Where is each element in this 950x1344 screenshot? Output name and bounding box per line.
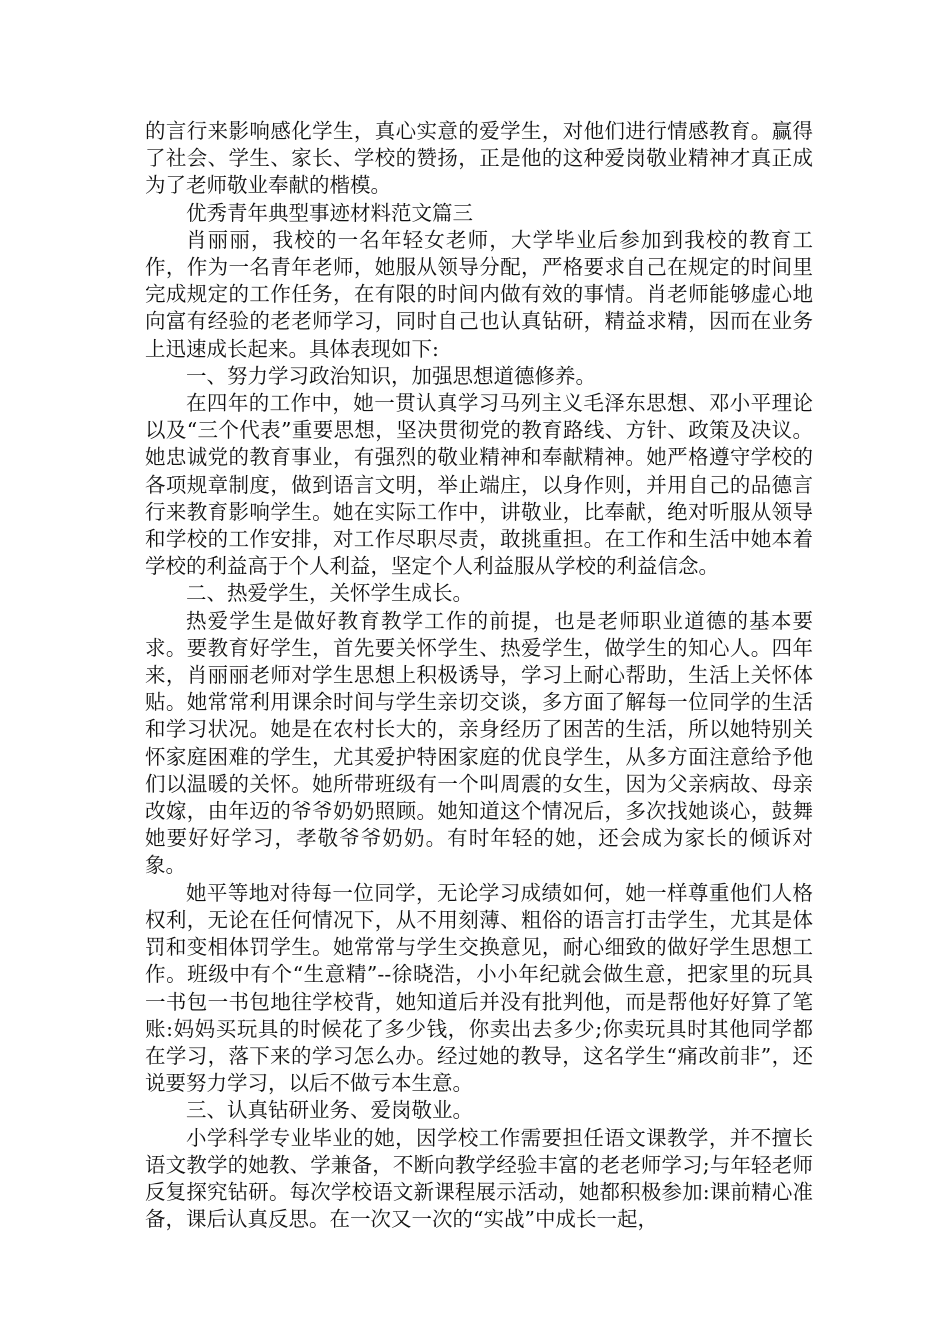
paragraph-intro: 肖丽丽，我校的一名年轻女老师，大学毕业后参加到我校的教育工作，作为一名青年老师，她服从领导分配，严格要求自己在规定的时间里完成规定的工作任务，在有限的时间内做有效的事情。肖老师能够虚心地向富有经验的老老师学习，同时自己也认真钻研，精益求精，因而在业务上迅速成长起来。具体表现如下: [145, 227, 813, 361]
paragraph-equality: 她平等地对待每一位同学，无论学习成绩如何，她一样尊重他们人格权利，无论在任何情况下，从不用刻薄、粗俗的语言打击学生，尤其是体罚和变相体罚学生。她常常与学生交换意见，耐心细致的做好学生思想工作。班级中有个“生意精”--徐晓浩，小小年纪就会做生意，把家里的玩具一书包一书包地往学校背，她知道后并没有批判他，而是帮他好好算了笔账:妈妈买玩具的时候花了多少钱，你卖出去多少;你卖玩具时其他同学都在学习，落下来的学习怎么办。经过她的教导，这名学生“痛改前非”，还说要努力学习，以后不做亏本生意。 [145, 880, 813, 1096]
section-title: 优秀青年典型事迹材料范文篇三 [186, 200, 473, 225]
document-page [145, 118, 813, 1233]
paragraph-1: 的言行来影响感化学生，真心实意的爱学生，对他们进行情感教育。赢得了社会、学生、家长、学校的赞扬，正是他的这种爱岗敬业精神才真正成为了老师敬业奉献的楷模。 [145, 119, 813, 198]
paragraph-care: 热爱学生是做好教育教学工作的前提，也是老师职业道德的基本要求。要教育好学生，首先要关怀学生、热爱学生，做学生的知心人。四年来，肖丽丽老师对学生思想上积极诱导，学习上耐心帮助，生活上关怀体贴。她常常利用课余时间与学生亲切交谈，多方面了解每一位同学的生活和学习状况。她是在农村长大的，亲身经历了困苦的生活，所以她特别关怀家庭困难的学生，尤其爱护特困家庭的优良学生，从多方面注意给予他们以温暖的关怀。她所带班级有一个叫周震的女生，因为父亲病故、母亲改嫁，由年迈的爷爷奶奶照顾。她知道这个情况后，多次找她谈心，鼓舞她要好好学习，孝敬爷爷奶奶。有时年轻的她，还会成为家长的倾诉对象。 [145, 608, 813, 878]
heading-1: 一、努力学习政治知识，加强思想道德修养。 [186, 363, 596, 388]
paragraph-politics: 在四年的工作中，她一贯认真学习马列主义毛泽东思想、邓小平理论以及“三个代表”重要思想，坚决贯彻党的教育路线、方针、政策及决议。她忠诚党的教育事业，有强烈的敬业精神和奉献精神。她严格遵守学校的各项规章制度，做到语言文明，举止端庄，以身作则，并用自己的品德言行来教育影响学生。她在实际工作中，讲敬业，比奉献，绝对听服从领导和学校的工作安排，对工作尽职尽责，敢挑重担。在工作和生活中她本着学校的利益高于个人利益，坚定个人利益服从学校的利益信念。 [145, 391, 813, 579]
heading-3: 三、认真钻研业务、爱岗敬业。 [186, 1098, 473, 1123]
paragraph-teaching: 小学科学专业毕业的她，因学校工作需要担任语文课教学，并不擅长语文教学的她教、学兼备，不断向教学经验丰富的老老师学习;与年轻老师反复探究钻研。每次学校语文新课程展示活动，她都积极参加:课前精心准备，课后认真反思。在一次又一次的“实战”中成长一起， [145, 1125, 813, 1232]
heading-2: 二、热爱学生，关怀学生成长。 [186, 581, 473, 606]
